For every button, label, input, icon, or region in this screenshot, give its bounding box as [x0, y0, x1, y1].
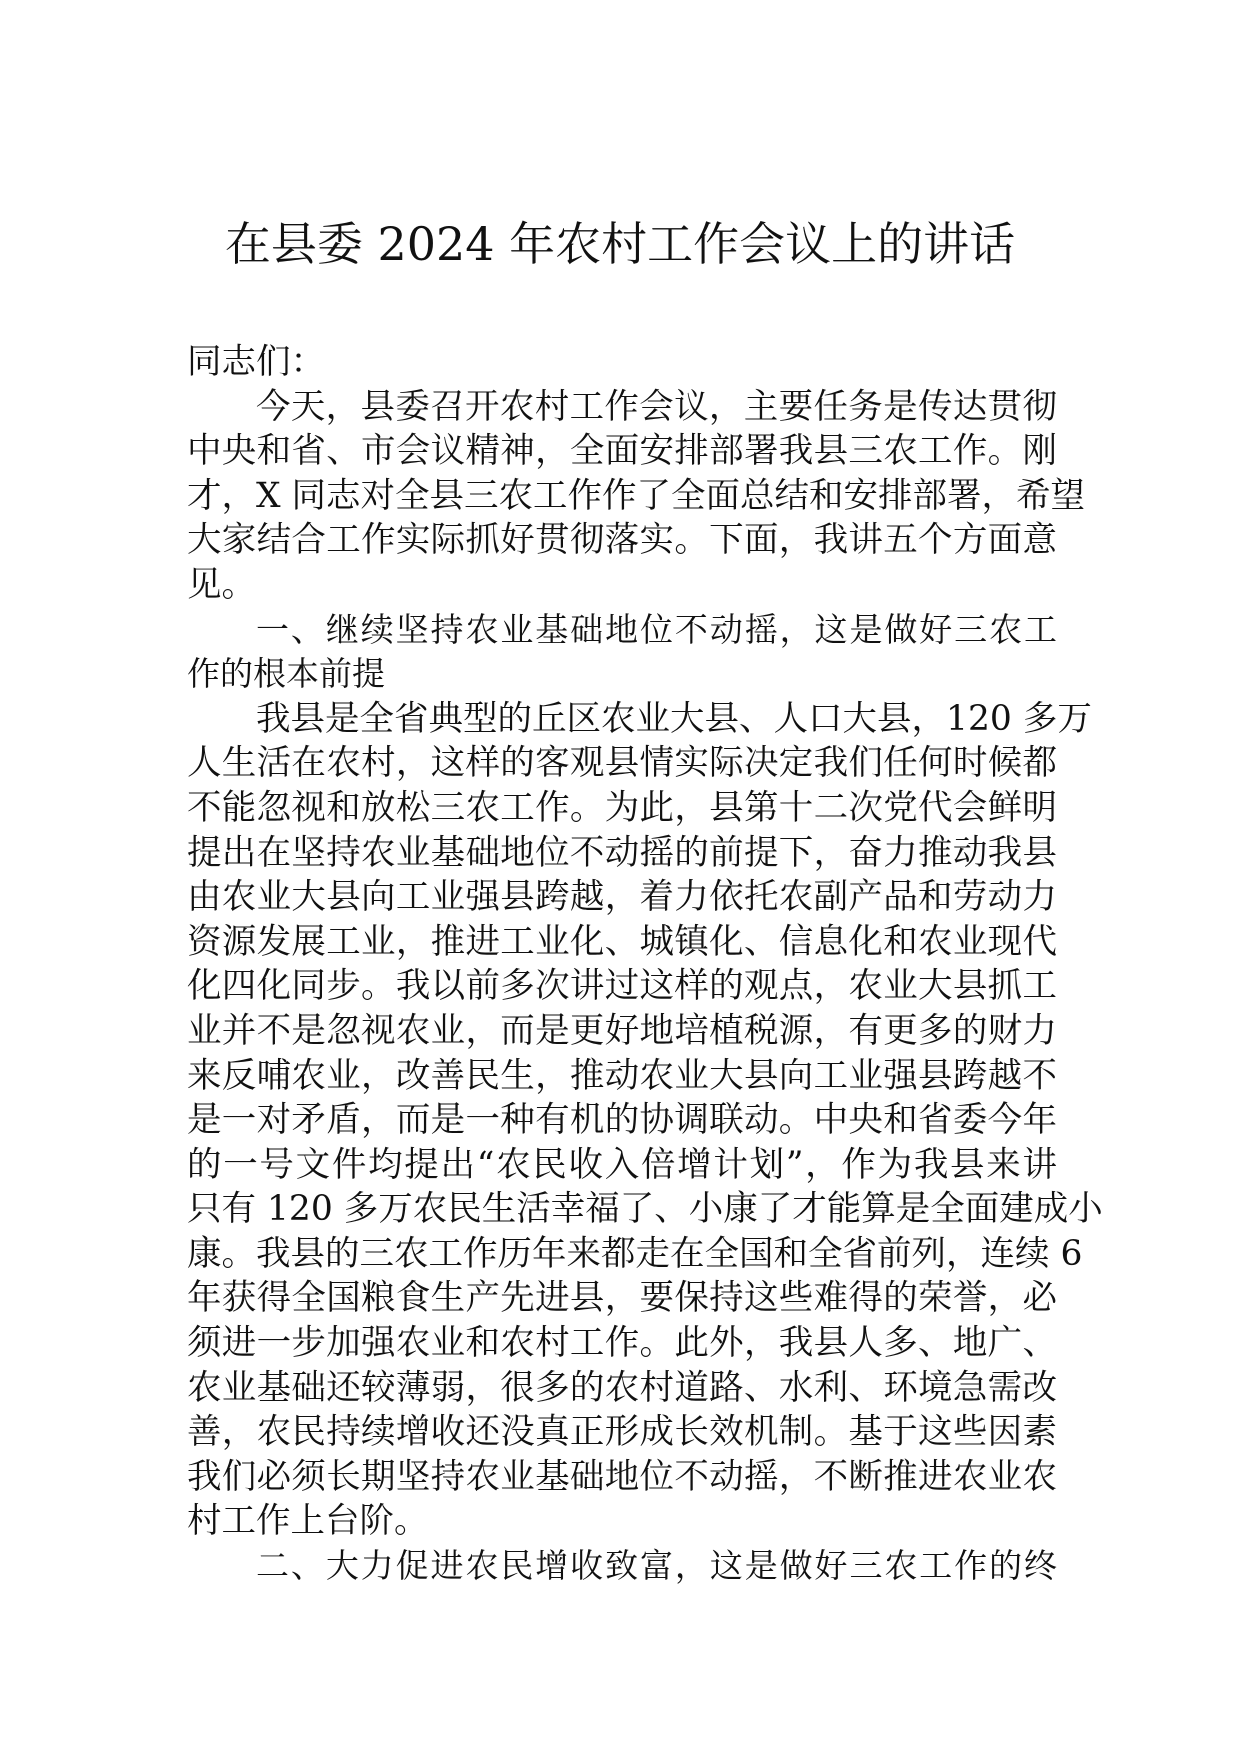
- section-heading-line: 一、继续坚持农业基础地位不动摇，这是做好三农工: [256, 609, 1057, 649]
- salutation: 同志们：: [187, 342, 325, 382]
- paragraph-line: 村工作上台阶。: [187, 1501, 429, 1542]
- paragraph-line: 资源发展工业，推进工业化、城镇化、信息化和农业现代: [187, 921, 1057, 962]
- section-heading-line: 二、大力促进农民增收致富，这是做好三农工作的终: [256, 1546, 1057, 1586]
- paragraph-line: 须进一步加强农业和农村工作。此外，我县人多、地广、: [187, 1323, 1057, 1364]
- paragraph-line: 大家结合工作实际抓好贯彻落实。下面，我讲五个方面意: [187, 520, 1057, 561]
- paragraph-line: 由农业大县向工业强县跨越，着力依托农副产品和劳动力: [187, 877, 1057, 918]
- paragraph-line: 今天，县委召开农村工作会议，主要任务是传达贯彻: [256, 386, 1057, 427]
- paragraph-line: 化四化同步。我以前多次讲过这样的观点，农业大县抓工: [187, 966, 1057, 1007]
- paragraph-line: 来反哺农业，改善民生，推动农业大县向工业强县跨越不: [187, 1055, 1057, 1096]
- paragraph-line: 才，X 同志对全县三农工作作了全面总结和安排部署，希望: [187, 475, 1086, 516]
- paragraph-line: 业并不是忽视农业，而是更好地培植税源，有更多的财力: [187, 1010, 1057, 1051]
- paragraph-line: 年获得全国粮食生产先进县，要保持这些难得的荣誉，必: [187, 1278, 1057, 1319]
- paragraph-line: 只有 120 多万农民生活幸福了、小康了才能算是全面建成小: [187, 1189, 1103, 1230]
- paragraph-line: 中央和省、市会议精神，全面安排部署我县三农工作。刚: [187, 431, 1057, 472]
- paragraph-line: 我们必须长期坚持农业基础地位不动摇，不断推进农业农: [187, 1456, 1057, 1497]
- paragraph-line: 不能忽视和放松三农工作。为此，县第十二次党代会鲜明: [187, 787, 1057, 828]
- paragraph-line: 农业基础还较薄弱，很多的农村道路、水利、环境急需改: [187, 1367, 1057, 1408]
- paragraph-line: 见。: [187, 564, 256, 605]
- document-title: 在县委 2024 年农村工作会议上的讲话: [224, 217, 1016, 271]
- paragraph-line: 是一对矛盾，而是一种有机的协调联动。中央和省委今年: [187, 1100, 1057, 1141]
- paragraph-line: 提出在坚持农业基础地位不动摇的前提下，奋力推动我县: [187, 832, 1057, 873]
- paragraph-line: 善，农民持续增收还没真正形成长效机制。基于这些因素: [187, 1412, 1057, 1453]
- section-heading-line: 作的根本前提: [187, 654, 385, 694]
- paragraph-line: 的一号文件均提出“农民收入倍增计划”，作为我县来讲: [187, 1144, 1057, 1185]
- document-body: [187, 340, 1103, 1589]
- paragraph-line: 我县是全省典型的丘区农业大县、人口大县，120 多万: [256, 698, 1092, 739]
- paragraph-line: 康。我县的三农工作历年来都走在全国和全省前列，连续 6: [187, 1233, 1083, 1274]
- paragraph-line: 人生活在农村，这样的客观县情实际决定我们任何时候都: [187, 743, 1057, 784]
